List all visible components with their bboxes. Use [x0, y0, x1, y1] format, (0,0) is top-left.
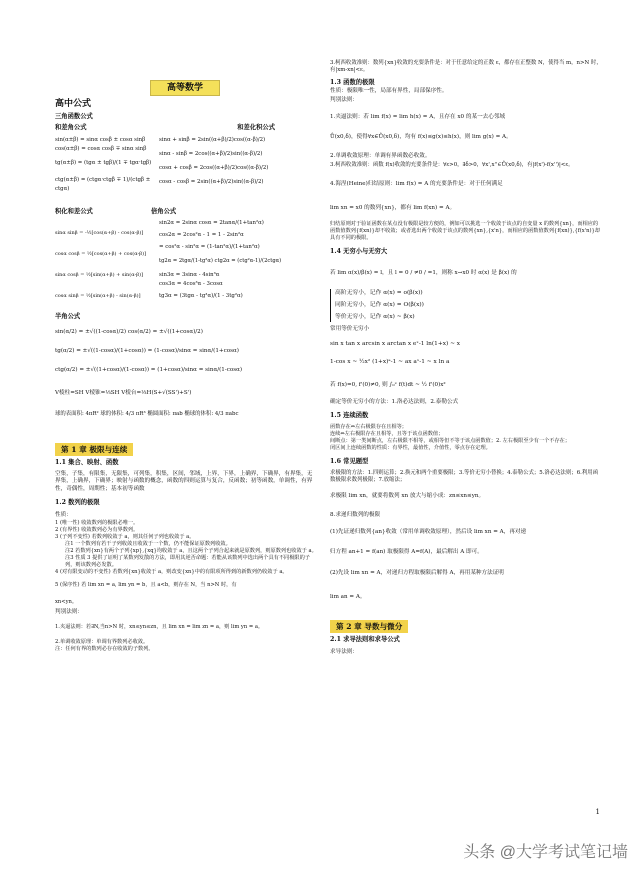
recursive-1: (1)先证递归数列{an}收敛（常用单调收敛原理），然后设 lim xn = A，再对递: [330, 528, 527, 535]
property-3-note-1: 注1 一个数列有若干子列收敛且收敛于一个数，仍不能保证原数列收敛。: [65, 540, 231, 547]
common-equiv-label: 常用等价无穷小: [330, 326, 370, 333]
continuity-2: 连续⇔左右极限存在且相等，且等于该点函数值；: [330, 430, 444, 437]
func-criteria-label: 判别法则：: [330, 97, 358, 103]
section-1-3: 1.3 函数的极限: [330, 78, 375, 86]
formula-s2p-2: sinα - sinβ = 2cos((α+β)/2)sin((α-β)/2): [159, 150, 263, 157]
section-1-4: 1.4 无穷小与无穷大: [330, 247, 388, 255]
formula-sum-4: ctg(α±β) = (ctgα·ctgβ ∓ 1)/(ctgβ ± ctgα): [55, 176, 151, 192]
section-1-1: 1.1 集合、映射、函数: [55, 458, 119, 466]
formula-half-3: ctg(α/2) = ±√((1+cosα)/(1-cosα)) = (1+cosα)/sinα = sinα/(1-cosα): [55, 366, 243, 373]
equiv-methods: 确定等价无穷小的方法：1.洛必达法则，2.泰勒公式: [330, 398, 459, 405]
func-limit-props: 性质：极限唯一性，局部有界性，局部保序性。: [330, 88, 448, 95]
section-1-5: 1.5 连续函数: [330, 412, 369, 420]
property-5-cont: xn<yn。: [55, 598, 78, 605]
formula-sum-1: sin(α±β) = sinα cosβ ± cosα sinβ: [55, 136, 146, 143]
formula-double-2: cos2α = 2cos²α - 1 = 1 - 2sin²α: [159, 232, 244, 239]
properties-label: 性质：: [55, 511, 72, 518]
section-1-2: 1.2 数列的极限: [55, 499, 100, 507]
formula-p2s-4: cosα sinβ = ½[sin(α+β) - sin(α-β)]: [55, 293, 141, 300]
heine-note: 归结原则对于验证函数在某点没有极限是较方便的，例如可以挑选一个收敛于该点的自变量 x 的数列{xn}，而相应的函数值数列{f(xn)}却不收敛；或者选出两个收敛于该点的数列{xn},{x'n}，而相应的函数值数列{f(xn)},{f(x'n)}却具有不同的极限。: [330, 220, 600, 241]
recursive-3: (2)先设 lim xn = A，对递归方程取极限后解得 A，再用某种方法证明: [330, 569, 504, 576]
continuity-1: 函数存在⇔左右极限存在且相等；: [330, 423, 407, 430]
derivative-rules-label: 求导法则：: [330, 648, 358, 655]
criteria-label: 判别法则：: [55, 608, 83, 615]
recursive-2: 归方程 an+1 = f(an) 取极限得 A=f(A)，最后解出 A 即可。: [330, 549, 483, 556]
formula-p2s-3: sinα cosβ = ½[sin(α+β) + sin(α-β)]: [55, 272, 144, 279]
chapter-2-heading: 第 2 章 导数与微分: [330, 620, 408, 633]
property-5: 5 (保序性) 若 lim xn = a, lim yn = b，且 a<b，则存在 N，当 n>N 时，有: [55, 581, 237, 588]
formula-half-2: tg(α/2) = ±√((1-cosα)/(1+cosα)) = (1-cosα)/sinα = sinα/(1+cosα): [55, 347, 239, 354]
criteria-1: 1.夹逼法则：若∃N,当n>N 时，xn≤yn≤zn，且 lim xn = lim zn = a，则 lim yn = a。: [55, 624, 264, 631]
equiv-2: 1-cos x ~ ½x² (1+x)ᵃ-1 ~ ax aˣ-1 ~ x ln a: [330, 358, 450, 365]
infinitesimal-same: 同阶无穷小，记作 α(x) = O(β(x)): [335, 302, 424, 309]
formula-volume: V棱柱=SH V棱锥=⅓SH V棱台=⅓H(S+√(SS')+S'): [55, 389, 192, 396]
continuity-3: 间断点：第一类间断点，左右极限不相等，或相等但不等于该点函数值；2. 左右极限至少有一个不存在；: [330, 437, 571, 444]
heine-1: 4.海涅(Heine)归结原则：lim f(x) = A 的充要条件是：对于任何满足: [330, 180, 503, 187]
func-squeeze-2: Ů(x0,δ)，使得∀x∈Ů(x0,δ)，均有 f(x)≤g(x)≤h(x)，则 lim g(x) = A。: [330, 134, 512, 141]
infinitesimal-higher: 高阶无穷小，记作 α(x) = o(β(x)): [335, 290, 423, 297]
formula-double-5: sin3α = 3sinα - 4sin³α: [159, 272, 220, 279]
property-1: 1 (唯一性) 收敛数列的极限必唯一。: [55, 519, 139, 526]
squeeze-seq: 求极限 lim xn，就要将数列 xn 放大与缩小成：zn≤xn≤yn。: [330, 493, 485, 500]
limit-methods: 求极限的方法：1.四则运算；2.换元和两个重要极限；3.等价无穷小替换；4.泰勒公式；5.洛必达法则；6.利用函数极限求数列极限；7.放缩法；: [330, 469, 599, 483]
infinitesimal-equiv: 等价无穷小，记作 α(x) ~ β(x): [335, 314, 415, 321]
chapter-1-heading: 第 1 章 极限与连续: [55, 443, 133, 456]
infinitesimal-def: 若 lim α(x)/β(x) = l，且 l = 0 / ≠0 / =1，则称 x→x0 时 α(x) 是 β(x) 的: [330, 269, 517, 276]
formula-s2p-4: cosα - cosβ = 2sin((α+β)/2)sin((α-β)/2): [159, 178, 264, 185]
heading-high-school: 高中公式: [55, 99, 92, 109]
property-3-note-2: 注2 若数列{xn}有两个子列{xp},{xq}均收敛于 a，且这两个子列合起来就是原数列，则原数列也收敛于 a。: [65, 547, 317, 554]
formula-double-4: tg2α = 2tgα/(1-tg²α) ctg2α = (ctg²α-1)/(2ctgα): [159, 258, 282, 265]
formula-p2s-2: cosα cosβ = ½[cos(α+β) + cos(α-β)]: [55, 251, 147, 258]
right-column: [330, 60, 602, 656]
heading-double-angle: 倍角公式: [151, 207, 177, 215]
func-monotone: 2.单调收敛原理：单调有界函数必收敛。: [330, 152, 431, 159]
formula-sum-3: tg(α±β) = (tgα ± tgβ)/(1 ∓ tgα·tgβ): [55, 159, 152, 166]
property-4: 4 (对有限变动的不变性) 若数列{xn}收敛于 a，则改变{xn}中的有限项所得到的新数列仍收敛于 a。: [55, 568, 288, 575]
doc-title: 高等数学: [150, 80, 220, 96]
formula-s2p-3: cosα + cosβ = 2cos((α+β)/2)cos((α-β)/2): [159, 164, 269, 171]
formula-double-1: sin2α = 2sinα cosα = 2tanα/(1+tan²α): [159, 220, 264, 227]
formula-half-1: sin(α/2) = ±√((1-cosα)/2) cos(α/2) = ±√((1+cosα)/2): [55, 328, 203, 335]
page-number: 1: [595, 808, 600, 816]
formula-sphere: 球的表面积: 4πR² 球的体积: 4/3 πR³ 椭圆面积: πab 椭球的体积: 4/3 πabc: [55, 410, 239, 417]
func-cauchy: 3.柯西收敛准则：函数 f(x)收敛的充要条件是：∀ε>0，∃δ>0，∀x',x''∈Ů(x0,δ)，有|f(x')-f(x'')|<ε。: [330, 162, 574, 169]
heading-trig: 三角函数公式: [55, 112, 93, 120]
property-2: 2 (有界性) 收敛数列必为有界数列。: [55, 526, 139, 533]
criteria-2-note: 注：任何有界的数列必存在收敛的子数列。: [55, 646, 154, 653]
heading-product-to-sum: 积化和差公式: [55, 207, 93, 215]
formula-p2s-1: sinα sinβ = -½[cos(α+β) - cos(α-β)]: [55, 230, 144, 237]
formula-double-6: cos3α = 4cos³α - 3cosα: [159, 281, 223, 288]
equiv-3: 若 f(x)=0, f'(0)≠0, 则 ∫₀ˣ f(t)dt ~ ½ f'(0)x²: [330, 381, 446, 388]
continuity-4: 闭区间上连续函数的性质：有界性，最值性，介值性，零点存在定理。: [330, 444, 491, 451]
criteria-2: 2.单调收敛原理：单调有界数列必收敛。: [55, 639, 149, 646]
formula-sum-2: cos(α±β) = cosα cosβ ∓ sinα sinβ: [55, 145, 147, 152]
formula-double-3: = cos²α - sin²α = (1-tan²α)/(1+tan²α): [159, 244, 260, 251]
left-column: [55, 100, 317, 653]
section-2-1: 2.1 求导法则和求导公式: [330, 635, 400, 643]
recursive-4: lim an = A。: [330, 594, 366, 601]
section-1-6: 1.6 常见题型: [330, 457, 369, 465]
cauchy-sequence: 3.柯西收敛准则：数列{xn}收敛的充要条件是：对于任意给定的正数 ε，都存在正整数 N，使得当 m，n>N 时，有|xm-xn|<ε。: [330, 60, 602, 74]
equiv-1: sin x tan x arcsin x arctan x eˣ-1 ln(1+x) ~ x: [330, 340, 461, 347]
heine-2: lim xn = x0 的数列{xn}，都有 lim f(xn) = A。: [330, 205, 456, 212]
section-1-1-body: 空集，子集，有限集，无限集，可列集，积集，区间，邻域，上界，下界，上确界，下确界，有界集，无界集，上确界，下确界；映射与函数的概念，函数的四则运算与复合，反函数；初等函数，单调性，有界性，奇偶性，周期性；基本初等函数: [55, 470, 313, 492]
formula-double-7: tg3α = (3tgα - tg³α)/(1 - 3tg²α): [159, 293, 243, 300]
heading-half-angle: 半角公式: [55, 313, 81, 321]
property-3: 3 (子列不变性) 若数列收敛于 a，则其任何子列也收敛于 a。: [55, 533, 195, 540]
property-3-note-3: 注3 性质 3 提供了证明了某数列发散的方法，即用其逆否命题：若能从该数列中选出两个具有不同极限的子列，则该数列必发散。: [65, 554, 310, 568]
watermark: 头条 @大学考试笔记墙: [463, 844, 628, 861]
formula-s2p-1: sinα + sinβ = 2sin((α+β)/2)cos((α-β)/2): [159, 136, 266, 143]
recursive-heading: 8.求递归数列的极限: [330, 511, 381, 518]
heading-sum-diff: 和差角公式: [55, 124, 87, 132]
heading-sum-to-product: 和差化积公式: [237, 124, 275, 132]
func-squeeze-1: 1.夹逼法则：若 lim f(x) = lim h(x) = A，且存在 x0 的某一去心邻域: [330, 113, 506, 120]
